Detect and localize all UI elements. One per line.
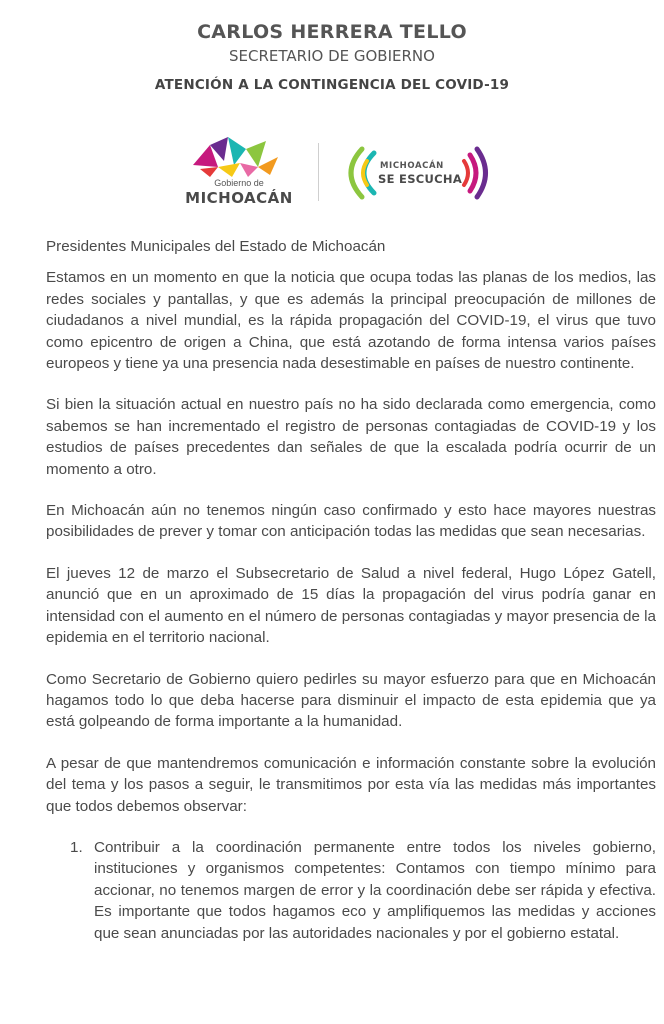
document-subject: ATENCIÓN A LA CONTINGENCIA DEL COVID-19 [154,77,510,93]
author-role: SECRETARIO DE GOBIERNO [229,47,435,65]
letterhead [0,20,664,94]
measures-list [46,837,656,944]
logo-divider [318,143,319,201]
list-item-number: 1. [70,838,83,856]
paragraph: Si bien la situación actual en nuestro país no ha sido declarada como emergencia, como sabemos se han incrementado el registro de personas contagiadas de COVID-19 y los estudios de países precedentes dan señales de que la escalada podría ocurrir de un momento a otro. [46,396,656,478]
paragraph: Estamos en un momento en que la noticia que ocupa todas las planas de los medios, las redes sociales y pantallas, y que es además la principal preocupación de millones de ciudadanos a nivel mundial, es la rápida propagación del COVID-19, el virus que tuvo como epicentro de origen a China, que está azotando de forma intensa varios países europeos y tiene ya una presencia nada desestimable en países de nuestro continente. [46,269,656,373]
logo-bar [0,135,664,215]
gobierno-label: Gobierno de [214,178,264,188]
salutation: Presidentes Municipales del Estado de Michoacán [46,238,386,255]
escucha-bottom-label: SE ESCUCHA [378,172,463,186]
list-item [46,837,656,944]
author-name: CARLOS HERRERA TELLO [197,21,467,43]
sound-waves-right-icon [458,145,498,201]
gobierno-emblem-icon [188,135,288,179]
paragraph: A pesar de que mantendremos comunicación e información constante sobre la evolución del tema y los pasos a seguir, le transmitimos por esta vía las medidas más importantes que todos debemos observar: [46,754,656,815]
list-item-text: Contribuir a la coordinación permanente entre todos los niveles gobierno, instituciones y organismos competentes: Contamos con tiempo mínimo para accionar, no tenemos margen de error y la coordinación debe ser rápida y efectiva. Es importante que todos hagamos eco y amplifiquemos las medidas y acciones que sean anunciadas por las autoridades nacionales y por el gobierno estatal. [94,838,656,942]
letter-body [46,236,656,944]
sound-waves-left-icon [340,145,380,201]
michoacan-se-escucha-logo [340,145,500,201]
escucha-top-label: MICHOACÁN [380,161,444,171]
paragraph: El jueves 12 de marzo el Subsecretario de Salud a nivel federal, Hugo López Gatell, anunció que en un aproximado de 15 días la propagación del virus podría ganar en intensidad con el aumento en el número de personas contagiadas y mayor presencia de la epidemia en el territorio nacional. [46,564,656,647]
michoacan-wordmark: MICHOACÁN [185,189,293,207]
paragraph: En Michoacán aún no tenemos ningún caso confirmado y esto hace mayores nuestras posibilidades de prever y tomar con anticipación todas las medidas que sean necesarias. [46,502,656,541]
paragraph: Como Secretario de Gobierno quiero pedirles su mayor esfuerzo para que en Michoacán hagamos todo lo que deba hacerse para disminuir el impacto de esta epidemia que ya está golpeando de forma importante a la humanidad. [46,670,656,731]
gobierno-michoacan-logo [178,135,298,211]
